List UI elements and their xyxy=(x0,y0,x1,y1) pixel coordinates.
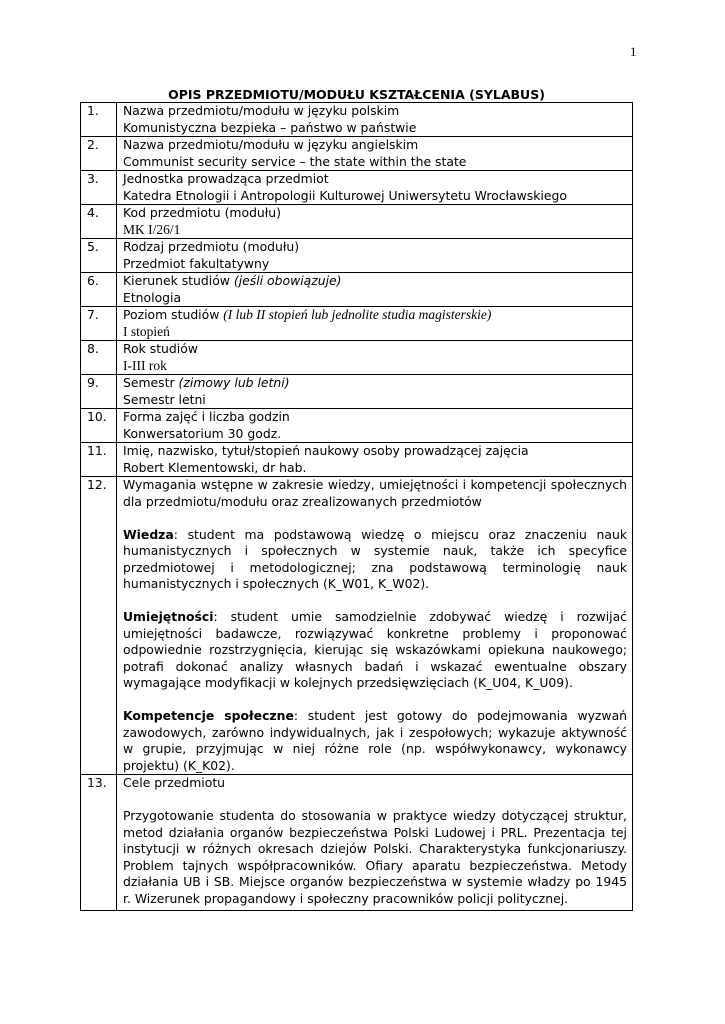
row-number: 9. xyxy=(81,375,117,409)
table-row xyxy=(81,103,633,137)
row-content xyxy=(117,443,633,477)
row-number: 7. xyxy=(81,307,117,341)
requirements-competences xyxy=(123,708,627,774)
table-row xyxy=(81,409,633,443)
field-label: Nazwa przedmiotu/modułu w języku angielskim xyxy=(123,137,419,152)
field-value: Katedra Etnologii i Antropologii Kulturowej Uniwersytetu Wrocławskiego xyxy=(123,187,567,203)
row-content xyxy=(117,341,633,375)
requirements-skills xyxy=(123,609,627,692)
table-row xyxy=(81,477,633,775)
field-label: Forma zajęć i liczba godzin xyxy=(123,409,290,424)
row-content xyxy=(117,171,633,205)
field-label: Rodzaj przedmiotu (modułu) xyxy=(123,239,300,254)
knowledge-text: : student ma podstawową wiedzę o miejscu oraz znaczeniu nauk humanistycznych i społecznych w systemie nauk, także ich specyfice przedmiotowej i metodologicznej; zna podstawową terminologię nauk humanistycznych i społecznych (K_W01, K_W02). xyxy=(123,526,627,591)
field-label xyxy=(123,307,627,324)
table-row xyxy=(81,273,633,307)
row-number: 13. xyxy=(81,775,117,911)
table-row xyxy=(81,205,633,239)
row-content xyxy=(117,409,633,443)
field-label-text: Poziom studiów xyxy=(123,307,220,322)
row-number: 12. xyxy=(81,477,117,775)
row-number: 1. xyxy=(81,103,117,137)
field-label-note: (I lub II stopień lub jednolite studia magisterskie) xyxy=(223,307,492,322)
requirements-intro: Wymagania wstępne w zakresie wiedzy, umiejętności i kompetencji społecznych dla przedmiotu/modułu oraz zrealizowanych przedmiotów xyxy=(123,477,627,509)
field-value: Semestr letni xyxy=(123,391,206,407)
table-row xyxy=(81,375,633,409)
row-number: 6. xyxy=(81,273,117,307)
field-value: MK I/26/1 xyxy=(123,221,181,237)
document-title: OPIS PRZEDMIOTU/MODUŁU KSZTAŁCENIA (SYLABUS) xyxy=(168,87,545,102)
field-value: Przedmiot fakultatywny xyxy=(123,255,270,271)
row-number: 5. xyxy=(81,239,117,273)
row-number: 3. xyxy=(81,171,117,205)
field-value: Etnologia xyxy=(123,289,182,305)
field-label-note: (jeśli obowiązuje) xyxy=(233,273,342,288)
field-value: Communist security service – the state within the state xyxy=(123,153,467,169)
table-row xyxy=(81,171,633,205)
competences-text: : student jest gotowy do podejmowania wyzwań zawodowych, zarówno indywidualnych, jak i zespołowych; wykazuje aktywność w grupie, przyjmując w niej różne role (np. współwykonawcy, wykonawcy projektu) (K_K02). xyxy=(123,708,628,773)
table-row xyxy=(81,307,633,341)
field-label: Imię, nazwisko, tytuł/stopień naukowy osoby prowadzącej zajęcia xyxy=(123,443,529,458)
row-content xyxy=(117,477,633,775)
table-row xyxy=(81,341,633,375)
field-value: Konwersatorium 30 godz. xyxy=(123,425,282,441)
row-content xyxy=(117,273,633,307)
row-content xyxy=(117,103,633,137)
table-row xyxy=(81,775,633,911)
row-content xyxy=(117,239,633,273)
row-content xyxy=(117,775,633,911)
field-label-text: Kierunek studiów xyxy=(123,273,230,288)
requirements-knowledge xyxy=(123,527,627,593)
table-row xyxy=(81,443,633,477)
field-label: Kod przedmiotu (modułu) xyxy=(123,205,281,220)
field-value: Robert Klementowski, dr hab. xyxy=(123,459,307,475)
competences-label: Kompetencje społeczne xyxy=(123,708,294,723)
row-content xyxy=(117,375,633,409)
table-row xyxy=(81,137,633,171)
field-label xyxy=(123,273,627,290)
field-label: Cele przedmiotu xyxy=(123,775,226,790)
row-number: 10. xyxy=(81,409,117,443)
skills-text: : student umie samodzielnie zdobywać wiedzę i rozwijać umiejętności badawcze, rozwiązywać konkretne problemy i proponować odpowiednie rozstrzygnięcia, kierując się wskazówkami opiekuna naukowego; potrafi dokonać analizy własnych badań i wskazać ewentualne obszary wymagające modyfikacji w kolejnych przedsięwzięciach (K_U04, K_U09). xyxy=(123,609,627,690)
field-label-text: Semestr xyxy=(123,375,175,390)
row-content xyxy=(117,205,633,239)
field-label: Jednostka prowadząca przedmiot xyxy=(123,171,329,186)
field-value: I stopień xyxy=(123,323,170,339)
field-value: I-III rok xyxy=(123,357,167,373)
field-label: Nazwa przedmiotu/modułu w języku polskim xyxy=(123,103,400,118)
field-label-note: (zimowy lub letni) xyxy=(178,375,290,390)
row-number: 2. xyxy=(81,137,117,171)
row-content xyxy=(117,137,633,171)
table-row xyxy=(81,239,633,273)
knowledge-label: Wiedza xyxy=(123,526,174,542)
row-number: 8. xyxy=(81,341,117,375)
field-label xyxy=(123,375,627,392)
skills-label: Umiejętności xyxy=(123,609,214,624)
field-value: Komunistyczna bezpieka – państwo w państwie xyxy=(123,119,417,135)
row-content xyxy=(117,307,633,341)
syllabus-table xyxy=(80,102,633,911)
row-number: 11. xyxy=(81,443,117,477)
page-number: 1 xyxy=(630,44,637,59)
row-number: 4. xyxy=(81,205,117,239)
course-objectives-text: Przygotowanie studenta do stosowania w praktyce wiedzy dotyczącej struktur, metod działania organów bezpieczeństwa Polski Ludowej i PRL. Prezentacja tej instytucji w różnych okresach dziejów Polski. Charakterystyka funkcjonariuszy. Problem tajnych współpracowników. Ofiary aparatu bezpieczeństwa. Metody działania UB i SB. Miejsce organów bezpieczeństwa w systemie władzy po 1945 r. Wizerunek propagandowy i społeczny pracowników policji politycznej. xyxy=(123,808,627,906)
field-label: Rok studiów xyxy=(123,341,198,356)
